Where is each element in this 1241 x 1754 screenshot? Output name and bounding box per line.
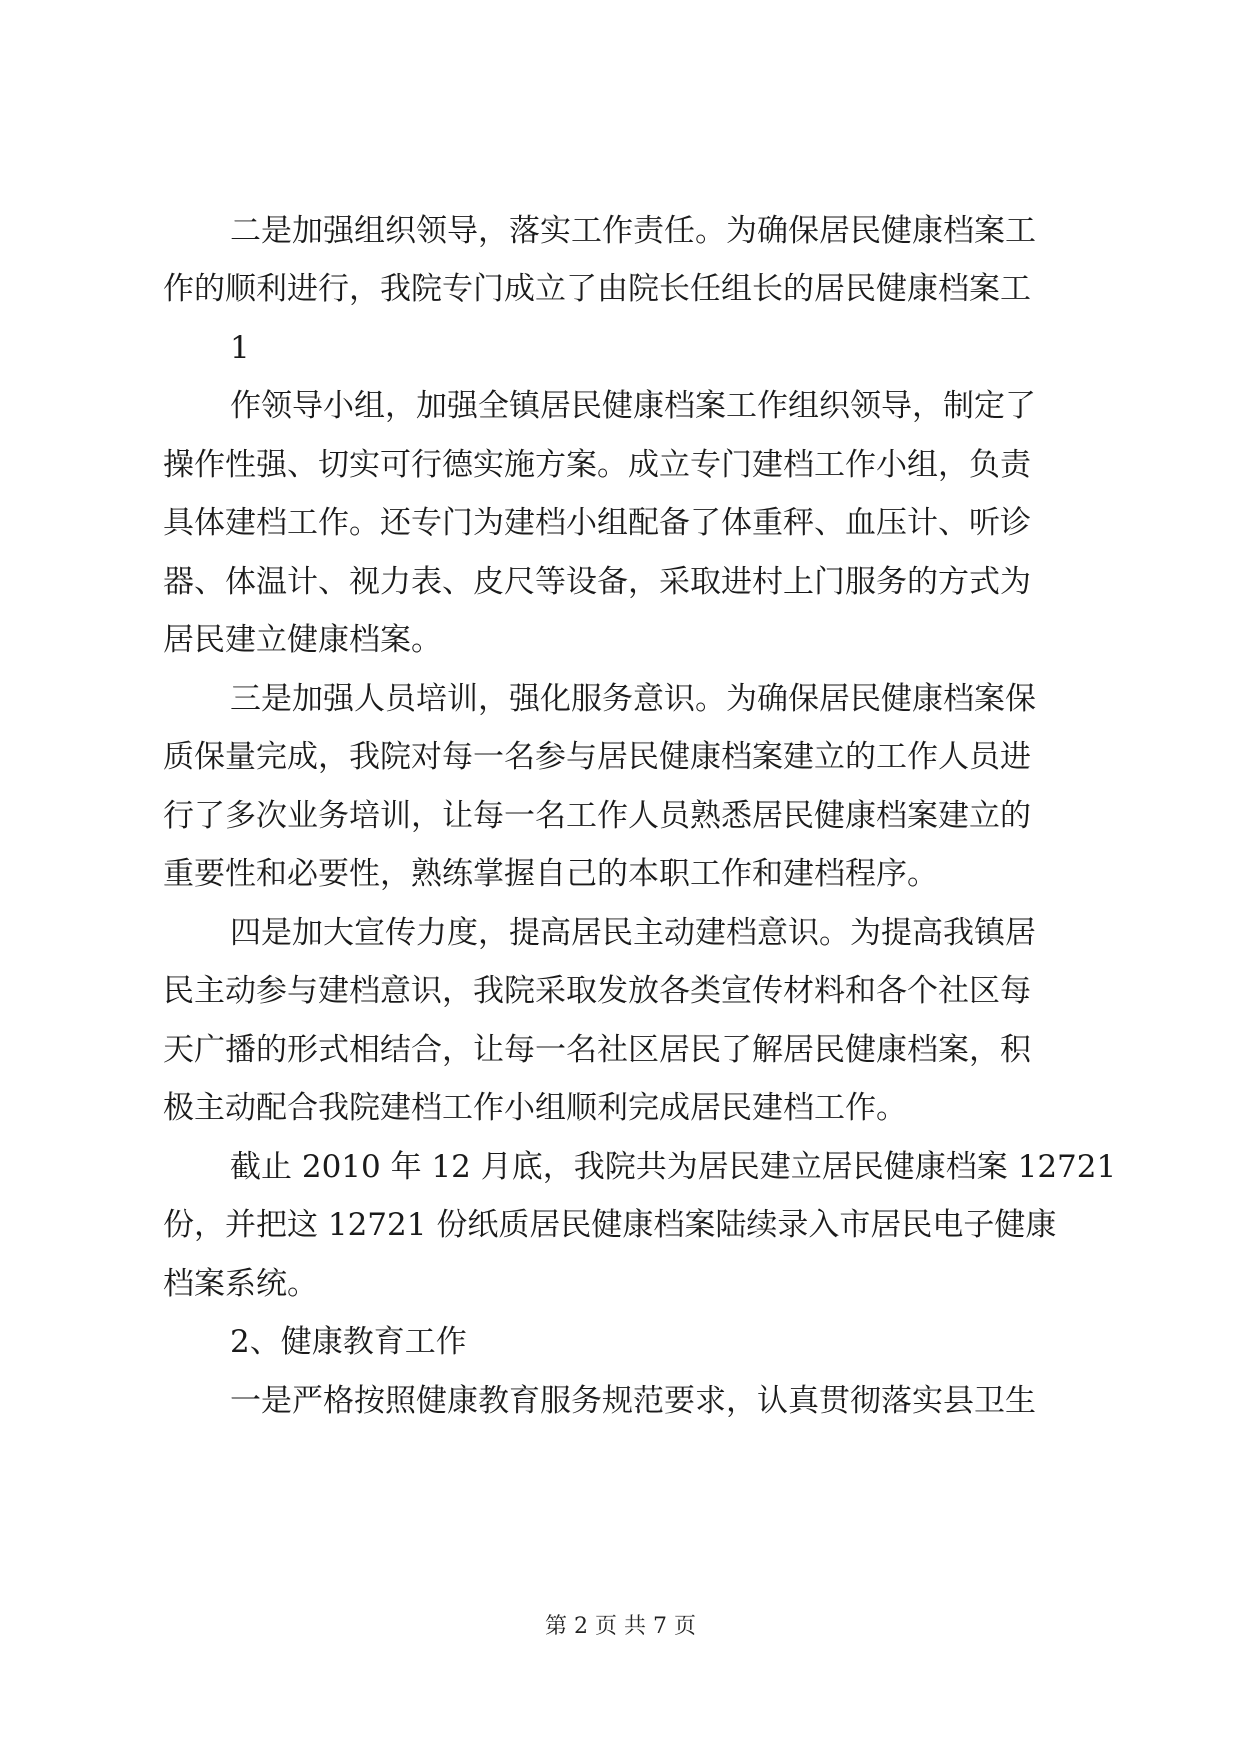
text-line: 重要性和必要性，熟练掌握自己的本职工作和建档程序。: [163, 856, 938, 892]
text-line: 一是严格按照健康教育服务规范要求，认真贯彻落实县卫生: [230, 1383, 1036, 1419]
text-line: 极主动配合我院建档工作小组顺利完成居民建档工作。: [163, 1090, 907, 1126]
text-line: 份，并把这 12721 份纸质居民健康档案陆续录入市居民电子健康: [163, 1207, 1057, 1243]
text-line: 居民建立健康档案。: [163, 622, 442, 658]
page-footer: 第 2 页 共 7 页: [545, 1614, 696, 1639]
text-line: 质保量完成，我院对每一名参与居民健康档案建立的工作人员进: [163, 739, 1031, 775]
text-line: 档案系统。: [163, 1266, 318, 1302]
text-line: 具体建档工作。还专门为建档小组配备了体重秤、血压计、听诊: [163, 505, 1031, 541]
text-line: 操作性强、切实可行德实施方案。成立专门建档工作小组，负责: [163, 447, 1031, 483]
text-line: 民主动参与建档意识，我院采取发放各类宣传材料和各个社区每: [163, 973, 1031, 1009]
page-number-marker: 1: [230, 330, 250, 366]
text-line: 作的顺利进行，我院专门成立了由院长任组长的居民健康档案工: [163, 271, 1031, 307]
text-line: 天广播的形式相结合，让每一名社区居民了解居民健康档案，积: [163, 1032, 1031, 1068]
text-line: 行了多次业务培训，让每一名工作人员熟悉居民健康档案建立的: [163, 798, 1031, 834]
text-line: 截止 2010 年 12 月底，我院共为居民建立居民健康档案 12721: [230, 1149, 1117, 1185]
section-heading: 2、健康教育工作: [230, 1324, 467, 1360]
text-line: 二是加强组织领导，落实工作责任。为确保居民健康档案工: [230, 213, 1036, 249]
text-line: 作领导小组，加强全镇居民健康档案工作组织领导，制定了: [230, 388, 1036, 424]
text-line: 三是加强人员培训，强化服务意识。为确保居民健康档案保: [230, 681, 1036, 717]
text-line: 四是加大宣传力度，提高居民主动建档意识。为提高我镇居: [230, 915, 1036, 951]
text-line: 器、体温计、视力表、皮尺等设备，采取进村上门服务的方式为: [163, 564, 1031, 600]
